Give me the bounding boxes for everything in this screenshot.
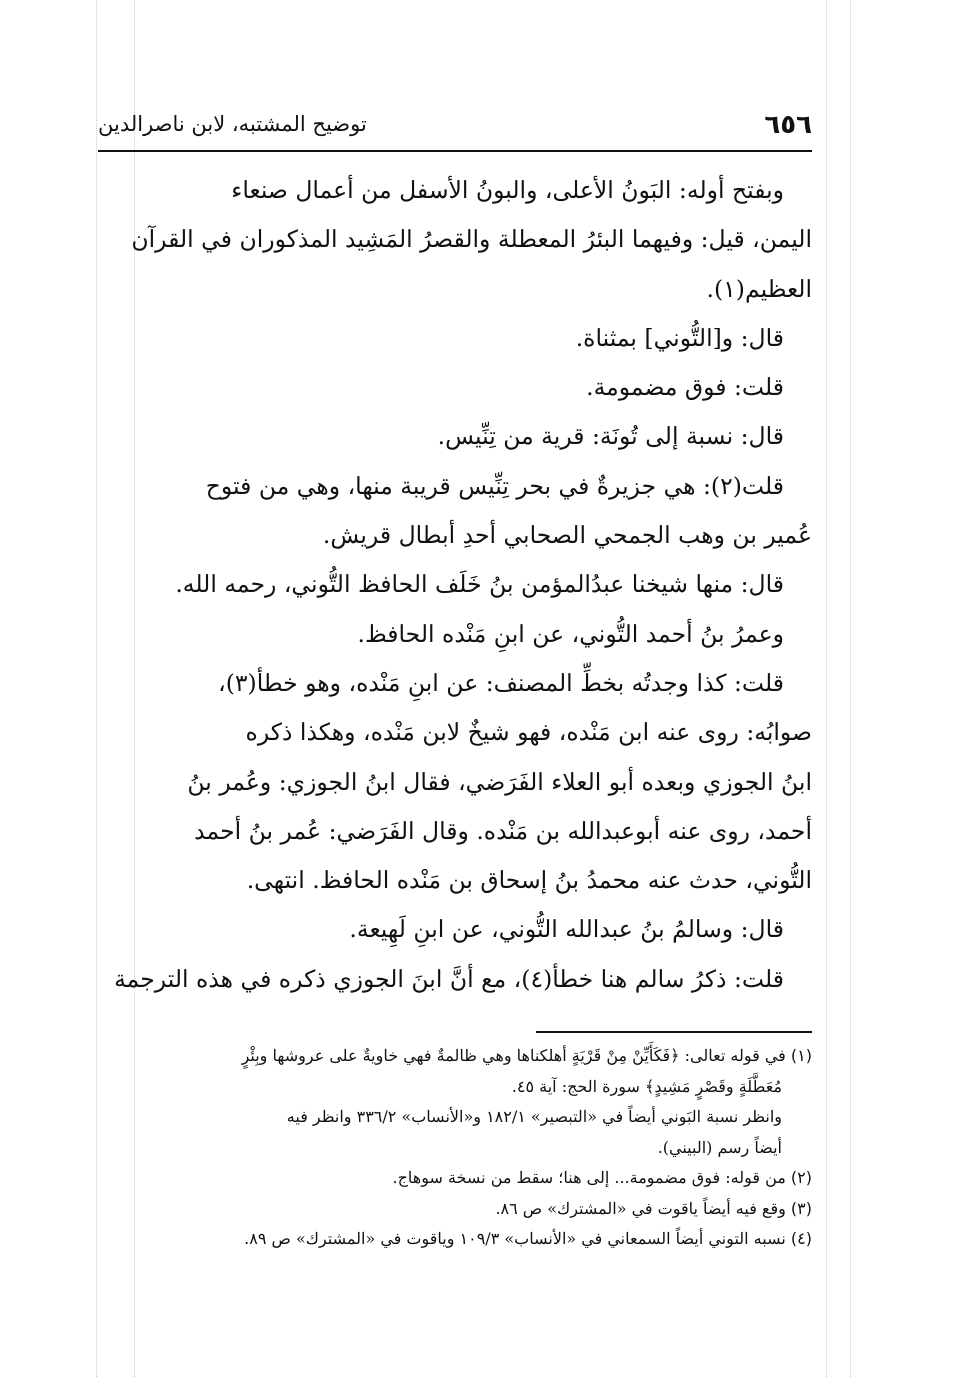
footnote-line <box>98 1224 812 1255</box>
footnote-line <box>98 1163 812 1194</box>
scan-guide-line <box>850 0 851 1377</box>
footnote-number: (٢) <box>790 1168 812 1188</box>
text-line: وعمرُ بنُ أحمد التُّوني، عن ابنِ مَنْده الحافظ. <box>357 619 784 648</box>
footnote-text: في قوله تعالى: ﴿فَكَأَيِّنْ مِنْ قَرْيَةٍ أهلكناها وهي ظالمةٌ فهي خاويةٌ على عروشها وبِئْرٍ <box>241 1046 786 1066</box>
text-line: عُمير بن وهب الجمحي الصحابي أحدِ أبطال قريش. <box>322 521 812 550</box>
footnote-separator <box>536 1031 812 1033</box>
footnote-line <box>98 1194 812 1225</box>
text-line: قلت: كذا وجدتُه بخطِّ المصنف: عن ابنِ مَنْده، وهو خطأ(٣)، <box>218 668 784 697</box>
text-line: قلت: فوق مضمومة. <box>586 373 784 402</box>
footnote-line <box>98 1102 812 1133</box>
text-line: قلت: ذكرُ سالم هنا خطأ(٤)، مع أنَّ ابنَ الجوزي ذكره في هذه الترجمة <box>114 964 784 993</box>
footnote-number: (٣) <box>790 1198 812 1218</box>
text-line: أحمد، روى عنه أبوعبدالله بن مَنْده. وقال الفَرَضي: عُمر بنُ أحمد <box>194 816 812 845</box>
footnote-line <box>98 1041 812 1072</box>
scan-guide-line <box>826 0 827 1377</box>
footnote-text: وقع فيه أيضاً ياقوت في «المشترك» ص ٨٦. <box>495 1198 786 1218</box>
footnote-text: أيضاً رسم (البيني). <box>657 1137 782 1157</box>
text-line: قال: نسبة إلى تُونَة: قرية من تِنِّيس. <box>437 422 784 451</box>
text-line: قال: وسالمُ بنُ عبدالله التُّوني، عن ابنِ لَهِيعة. <box>349 915 784 944</box>
footnote-text: نسبه التوني أيضاً السمعاني في «الأنساب» ١٠٩/٣ وياقوت في «المشترك» ص ٨٩. <box>244 1229 786 1249</box>
page-header <box>98 98 812 152</box>
page-number: ٦٥٦ <box>764 110 812 140</box>
text-line: اليمن، قيل: وفيهما البئرُ المعطلة والقصرُ المَشِيد المذكوران في القرآن <box>131 225 812 254</box>
footnote-number: (١) <box>790 1046 812 1066</box>
footnote-text: مُعَطَّلَةٍ وقَصْرٍ مَشِيدٍ﴾ سورة الحج: آية ٤٥. <box>511 1076 782 1096</box>
footnote-line <box>98 1133 812 1164</box>
footnotes <box>98 1041 812 1255</box>
text-line: وبفتح أوله: البَونُ الأعلى، والبونُ الأسفل من أعمال صنعاء <box>231 176 784 204</box>
text-line: التُّوني، حدث عنه محمدُ بنُ إسحاق بن مَنْده الحافظ. انتهى. <box>246 866 812 895</box>
footnote-line <box>98 1072 812 1103</box>
text-line: العظيم(١). <box>706 274 812 303</box>
footnote-text: وانظر نسبة البَوني أيضاً في «التبصير» ١٨٢/١ و«الأنساب» ٣٣٦/٢ وانظر فيه <box>286 1107 782 1127</box>
main-text <box>98 166 812 1004</box>
footnote-text: من قوله: فوق مضمومة... إلى هنا؛ سقط من نسخة سوهاج. <box>392 1168 786 1188</box>
text-line: قلت(٢): هي جزيرةٌ في بحر تِنِّيس قريبة منها، وهي من فتوح <box>205 471 784 500</box>
text-line: قال: و[التُّوني] بمثناة. <box>575 323 784 352</box>
running-title: توضيح المشتبه، لابن ناصرالدين <box>98 112 367 136</box>
scan-guide-line <box>96 0 97 1377</box>
text-line: صوابُه: روى عنه ابن مَنْده، فهو شيخٌ لابن مَنْده، وهكذا ذكره <box>245 718 812 747</box>
book-page <box>98 98 812 1255</box>
text-line: قال: منها شيخنا عبدُالمؤمن بنُ خَلَف الحافظ التُّوني، رحمه الله. <box>175 570 784 599</box>
text-line: ابنُ الجوزي وبعده أبو العلاء الفَرَضي، فقال ابنُ الجوزي: وعُمر بنُ <box>187 767 812 796</box>
footnote-number: (٤) <box>790 1229 812 1249</box>
